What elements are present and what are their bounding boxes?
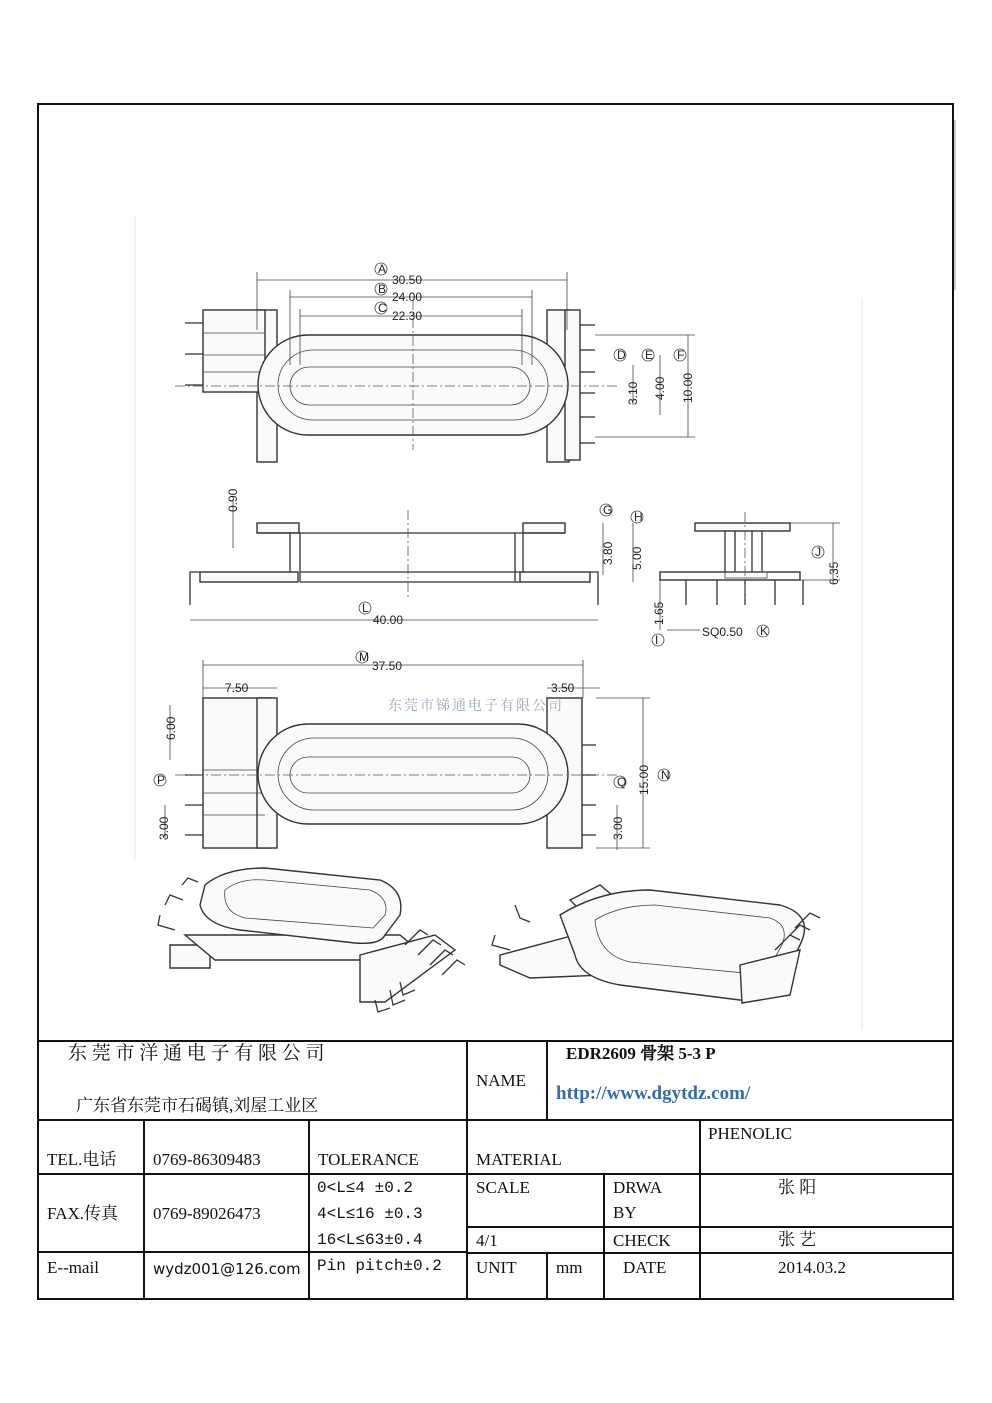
balloon-g: G xyxy=(603,503,613,517)
title-block-divider xyxy=(466,1040,468,1299)
material-label: MATERIAL xyxy=(476,1150,562,1169)
name-label: NAME xyxy=(476,1071,527,1090)
website-link[interactable]: http://www.dgytdz.com/ xyxy=(556,1083,751,1104)
dim-a: 30.50 xyxy=(392,273,423,287)
fax-label: FAX.传真 xyxy=(47,1204,118,1223)
balloon-b: B xyxy=(378,282,387,296)
isometric-view-right xyxy=(492,885,820,1003)
unit-value: mm xyxy=(556,1258,583,1277)
title-block-divider xyxy=(143,1119,145,1299)
dim-f: 10.00 xyxy=(681,372,695,403)
balloon-j: J xyxy=(815,545,821,559)
title-block-line xyxy=(37,1251,467,1253)
drawn-by-value: 张 阳 xyxy=(778,1178,817,1197)
dim-k: SQ0.50 xyxy=(702,625,743,639)
scale-label: SCALE xyxy=(476,1178,530,1197)
tolerance-line: 16<L≤63±0.4 xyxy=(317,1231,423,1249)
email-label: E--mail xyxy=(47,1258,99,1277)
balloon-k: K xyxy=(760,624,769,638)
balloon-d: D xyxy=(617,348,626,362)
dim-i: 1.65 xyxy=(652,601,666,625)
dim-n: 15.00 xyxy=(637,764,651,795)
title-block-divider xyxy=(699,1119,701,1299)
product-name: EDR2609 骨架 5-3 P xyxy=(566,1044,716,1063)
balloon-h: H xyxy=(634,510,643,524)
email-value[interactable]: wydz001@126.com xyxy=(153,1260,301,1278)
tolerance-line: Pin pitch±0.2 xyxy=(317,1257,442,1275)
dim-p: 3.00 xyxy=(157,816,171,840)
scale-value: 4/1 xyxy=(476,1231,498,1250)
front-view xyxy=(190,500,633,620)
title-block-line xyxy=(467,1226,954,1228)
material-value: PHENOLIC xyxy=(708,1124,793,1143)
check-label: CHECK xyxy=(613,1231,671,1250)
title-block-line xyxy=(467,1173,700,1175)
isometric-view-left xyxy=(158,868,465,1012)
dim-e: 4.00 xyxy=(653,376,667,400)
title-block-line xyxy=(700,1173,954,1175)
tolerance-label: TOLERANCE xyxy=(318,1150,419,1169)
title-block-divider xyxy=(308,1119,310,1299)
balloon-q: Q xyxy=(617,775,627,789)
watermark: 东莞市锑通电子有限公司 xyxy=(388,698,564,714)
dim-q: 3.00 xyxy=(611,816,625,840)
dim-m: 37.50 xyxy=(372,659,403,673)
date-label: DATE xyxy=(623,1258,667,1277)
company-address: 广东省东莞市石碣镇,刘屋工业区 xyxy=(76,1096,319,1115)
top-view xyxy=(175,272,695,462)
dim-labels-front xyxy=(226,488,644,627)
balloon-e: E xyxy=(645,348,654,362)
dim-l: 40.00 xyxy=(373,613,404,627)
dim-left-offset: 7.50 xyxy=(225,681,249,695)
drawn-by-label: DRWA xyxy=(613,1178,663,1197)
drawn-by-label: BY xyxy=(613,1203,637,1222)
dim-c: 22.30 xyxy=(392,309,423,323)
balloon-c: C xyxy=(378,301,387,315)
title-block-line xyxy=(37,1119,954,1121)
balloon-f: F xyxy=(677,348,685,362)
dim-side-height: 6.00 xyxy=(164,716,178,740)
title-block-top-line xyxy=(37,1040,954,1042)
side-view xyxy=(660,512,840,630)
dim-g: 3.80 xyxy=(601,541,615,565)
dim-top-gap: 0.90 xyxy=(226,488,240,512)
tolerance-line: 0<L≤4 ±0.2 xyxy=(317,1179,414,1197)
dim-labels-side xyxy=(652,545,841,647)
dim-h: 5.00 xyxy=(630,546,644,570)
dim-right-offset: 3.50 xyxy=(551,681,575,695)
title-block-divider xyxy=(603,1173,605,1299)
balloon-m: M xyxy=(359,650,369,664)
balloon-n: N xyxy=(661,768,670,782)
title-block-line xyxy=(467,1252,954,1254)
balloon-p: P xyxy=(157,773,166,787)
title-block-divider xyxy=(546,1040,548,1120)
title-block-line xyxy=(37,1173,467,1175)
dim-d: 3.10 xyxy=(626,381,640,405)
balloon-l: L xyxy=(362,601,369,615)
balloon-a: A xyxy=(378,262,387,276)
fax-value: 0769-89026473 xyxy=(153,1204,261,1223)
tel-value: 0769-86309483 xyxy=(153,1150,261,1169)
tel-label: TEL.电话 xyxy=(47,1150,117,1169)
balloon-i: I xyxy=(655,633,659,647)
title-block-divider xyxy=(546,1252,548,1299)
check-value: 张 艺 xyxy=(778,1230,817,1249)
company-name: 东 莞 市 洋 通 电 子 有 限 公 司 xyxy=(68,1043,325,1064)
dim-j: 6.35 xyxy=(827,561,841,585)
date-value: 2014.03.2 xyxy=(778,1258,846,1277)
tolerance-line: 4<L≤16 ±0.3 xyxy=(317,1205,423,1223)
dim-b: 24.00 xyxy=(392,290,423,304)
unit-label: UNIT xyxy=(476,1258,517,1277)
